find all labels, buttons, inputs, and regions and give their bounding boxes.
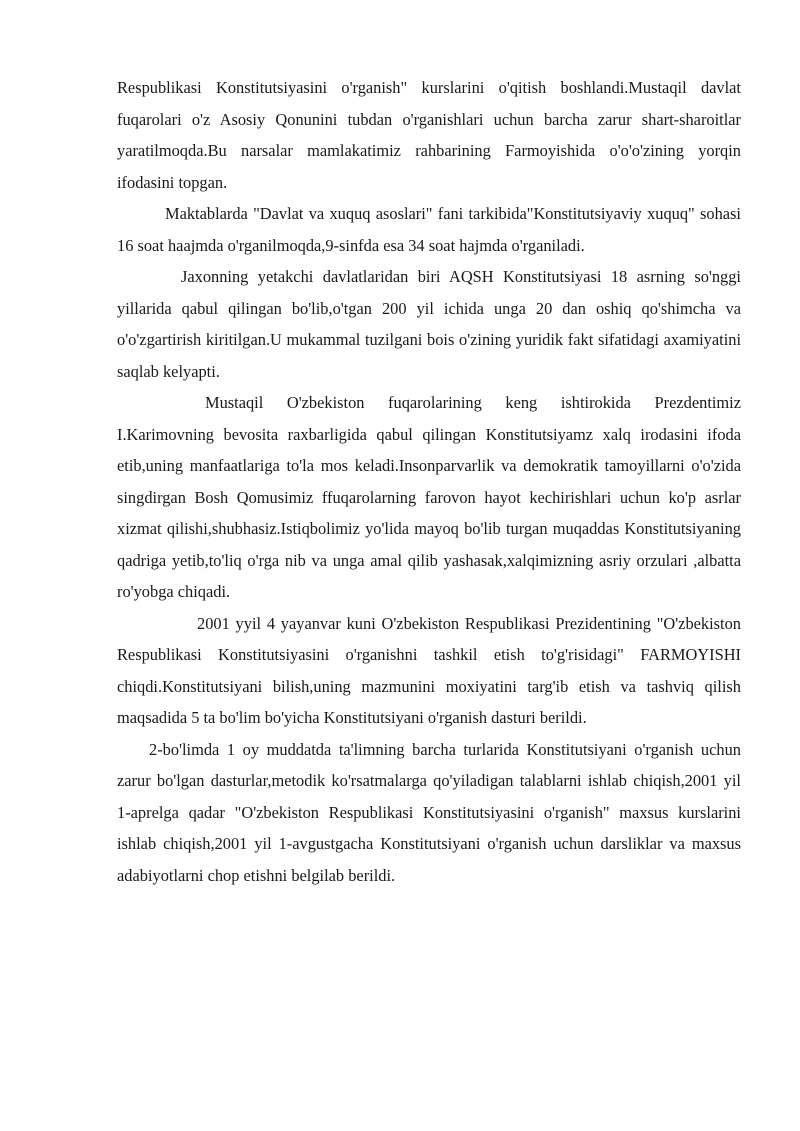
paragraph-konstitutsiya-kurslari: Respublikasi Konstitutsiyasini o'rganish" kurslarini o'qitish boshlandi.Mustaqil davlat fuqarolari o'z Asosiy Qonunini tubdan o'rganishlari uchun barcha zarur shart-sharoitlar yaratilmoqda.Bu narsalar mamlakatimiz rahbarining Farmoyishida o'o'o'zining yorqin ifodasini topgan.	[117, 78, 741, 192]
paragraph-2001-farmoyish: 2001 yyil 4 yayanvar kuni O'zbekiston Respublikasi Prezidentining "O'zbekiston Respublikasi Konstitutsiyasini o'rganishni tashkil etish to'g'risidagi" FARMOYISHI chiqdi.Konstitutsiyani bilish,uning mazmunini moxiyatini targ'ib etish va tashviq qilish maqsadida 5 ta bo'lim bo'yicha Konstitutsiyani o'rganish dasturi berildi.	[117, 613, 741, 727]
document-page	[117, 72, 741, 891]
paragraph-mustaqil-ozbekiston: Mustaqil O'zbekiston fuqarolarining keng ishtirokida Prezdentimiz I.Karimovning bevosita raxbarligida qabul qilingan Konstitutsiyamz xalq irodasini ifoda etib,uning manfaatlariga to'la mos keladi.Insonparvarlik va demokratik tamoyillarni o'o'zida singdirgan Bosh Qomusimiz ffuqarolarning farovon hayot kechirishlari uchun ko'p asrlar xizmat qilishi,shubhasiz.Istiqbolimiz yo'lida mayoq bo'lib turgan muqaddas Konstitutsiyaning qadriga yetib,to'liq o'rga nib va unga amal qilib yashasak,xalqimizning asriy orzulari ,albatta ro'yobga chiqadi.	[117, 393, 741, 601]
paragraph-2-bolimda: 2-bo'limda 1 oy muddatda ta'limning barcha turlarida Konstitutsiyani o'rganish uchun zarur bo'lgan dasturlar,metodik ko'rsatmalarga qo'yiladigan talablarni ishlab chiqish,2001 yil 1-aprelga qadar "O'zbekiston Respublikasi Konstitutsiyasini o'rganish" maxsus kurslarini ishlab chiqish,2001 yil 1-avgustgacha Konstitutsiyani o'rganish uchun darsliklar va maxsus adabiyotlarni chop etishni belgilab berildi.	[117, 739, 741, 885]
paragraph-aqsh-konstitutsiyasi: Jaxonning yetakchi davlatlaridan biri AQSH Konstitutsiyasi 18 asrning so'nggi yillarida qabul qilingan bo'lib,o'tgan 200 yil ichida unga 20 dan oshiq qo'shimcha va o'o'zgartirish kiritilgan.U mukammal tuzilgani bois o'zining yuridik fakt sifatidagi axamiyatini saqlab kelyapti.	[117, 267, 741, 381]
paragraph-maktablarda: Maktablarda "Davlat va xuquq asoslari" fani tarkibida"Konstitutsiyaviy xuquq" sohasi 16 soat haajmda o'rganilmoqda,9-sinfda esa 34 soat hajmda o'rganiladi.	[117, 204, 741, 255]
